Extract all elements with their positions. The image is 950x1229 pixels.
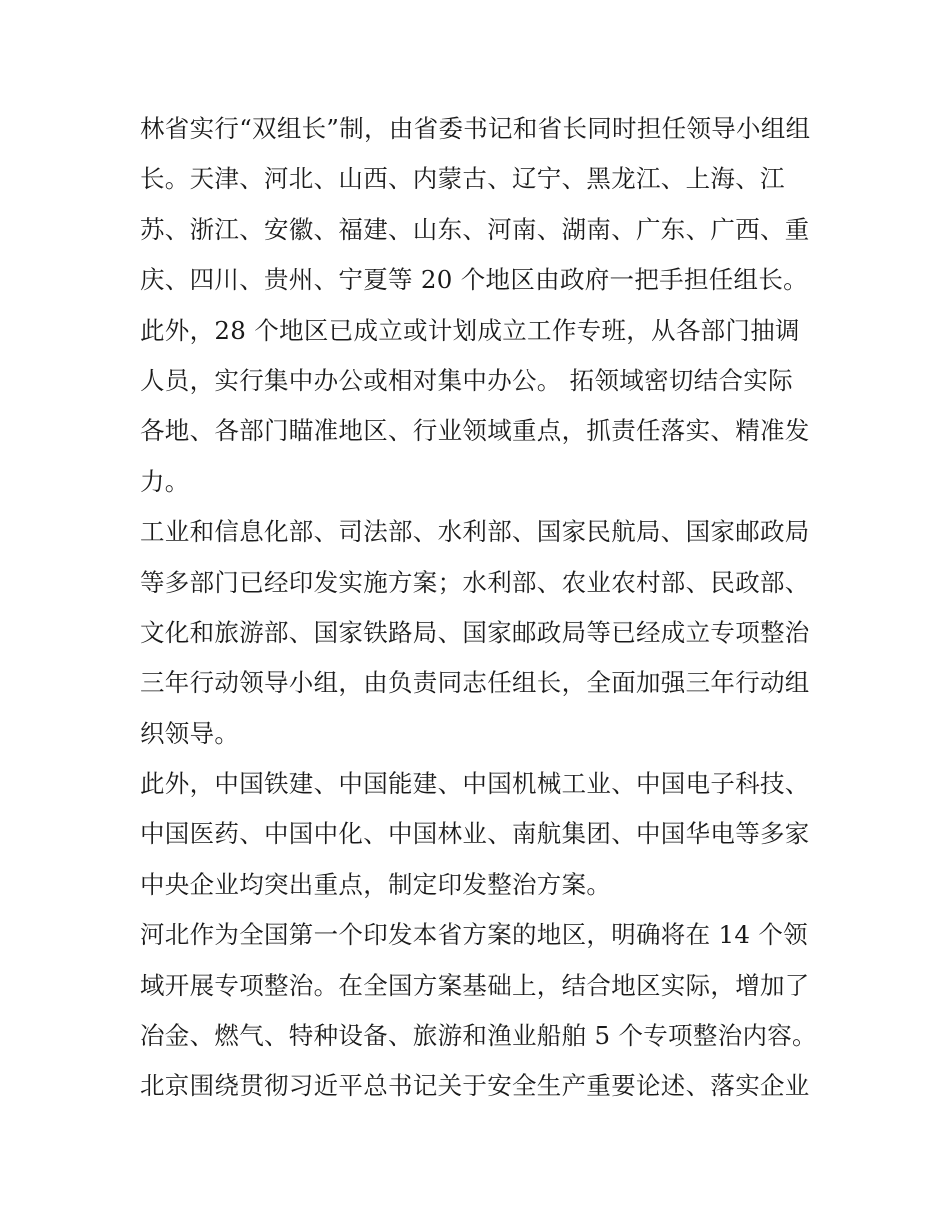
text-line: 工业和信息化部、司法部、水利部、国家民航局、国家邮政局 bbox=[140, 517, 810, 547]
text-line: 人员，实行集中办公或相对集中办公。 拓领域密切结合实际 bbox=[140, 365, 793, 395]
text-line: 织领导。 bbox=[140, 718, 240, 748]
text-line: 林省实行“双组长”制，由省委书记和省长同时担任领导小组组 bbox=[140, 114, 811, 143]
text-line: 长。天津、河北、山西、内蒙古、辽宁、黑龙江、上海、江 bbox=[140, 164, 785, 194]
text-line: 三年行动领导小组，由负责同志任组长，全面加强三年行动组 bbox=[140, 668, 810, 698]
text-line: 河北作为全国第一个印发本省方案的地区，明确将在 14 个领 bbox=[140, 920, 808, 950]
text-line: 庆、四川、贵州、宁夏等 20 个地区由政府一把手担任组长。 bbox=[140, 265, 808, 295]
text-line: 此外，中国铁建、中国能建、中国机械工业、中国电子科技、 bbox=[140, 769, 810, 799]
text-line: 各地、各部门瞄准地区、行业领域重点，抓责任落实、精准发 bbox=[140, 416, 810, 446]
text-line: 文化和旅游部、国家铁路局、国家邮政局等已经成立专项整治 bbox=[140, 617, 810, 647]
text-line: 中国医药、中国中化、中国林业、南航集团、中国华电等多家 bbox=[140, 819, 810, 849]
text-line: 冶金、燃气、特种设备、旅游和渔业船舶 5 个专项整治内容。 bbox=[140, 1021, 817, 1051]
document-body bbox=[140, 104, 820, 1112]
text-line: 此外，28 个地区已成立或计划成立工作专班，从各部门抽调 bbox=[140, 315, 800, 345]
text-line: 力。 bbox=[140, 466, 190, 496]
text-line: 等多部门已经印发实施方案；水利部、农业农村部、民政部、 bbox=[140, 567, 810, 597]
text-line: 苏、浙江、安徽、福建、山东、河南、湖南、广东、广西、重 bbox=[140, 214, 810, 244]
text-line: 域开展专项整治。在全国方案基础上，结合地区实际，增加了 bbox=[140, 970, 810, 1000]
text-line: 北京围绕贯彻习近平总书记关于安全生产重要论述、落实企业 bbox=[140, 1071, 810, 1101]
text-line: 中央企业均突出重点，制定印发整治方案。 bbox=[140, 869, 612, 899]
